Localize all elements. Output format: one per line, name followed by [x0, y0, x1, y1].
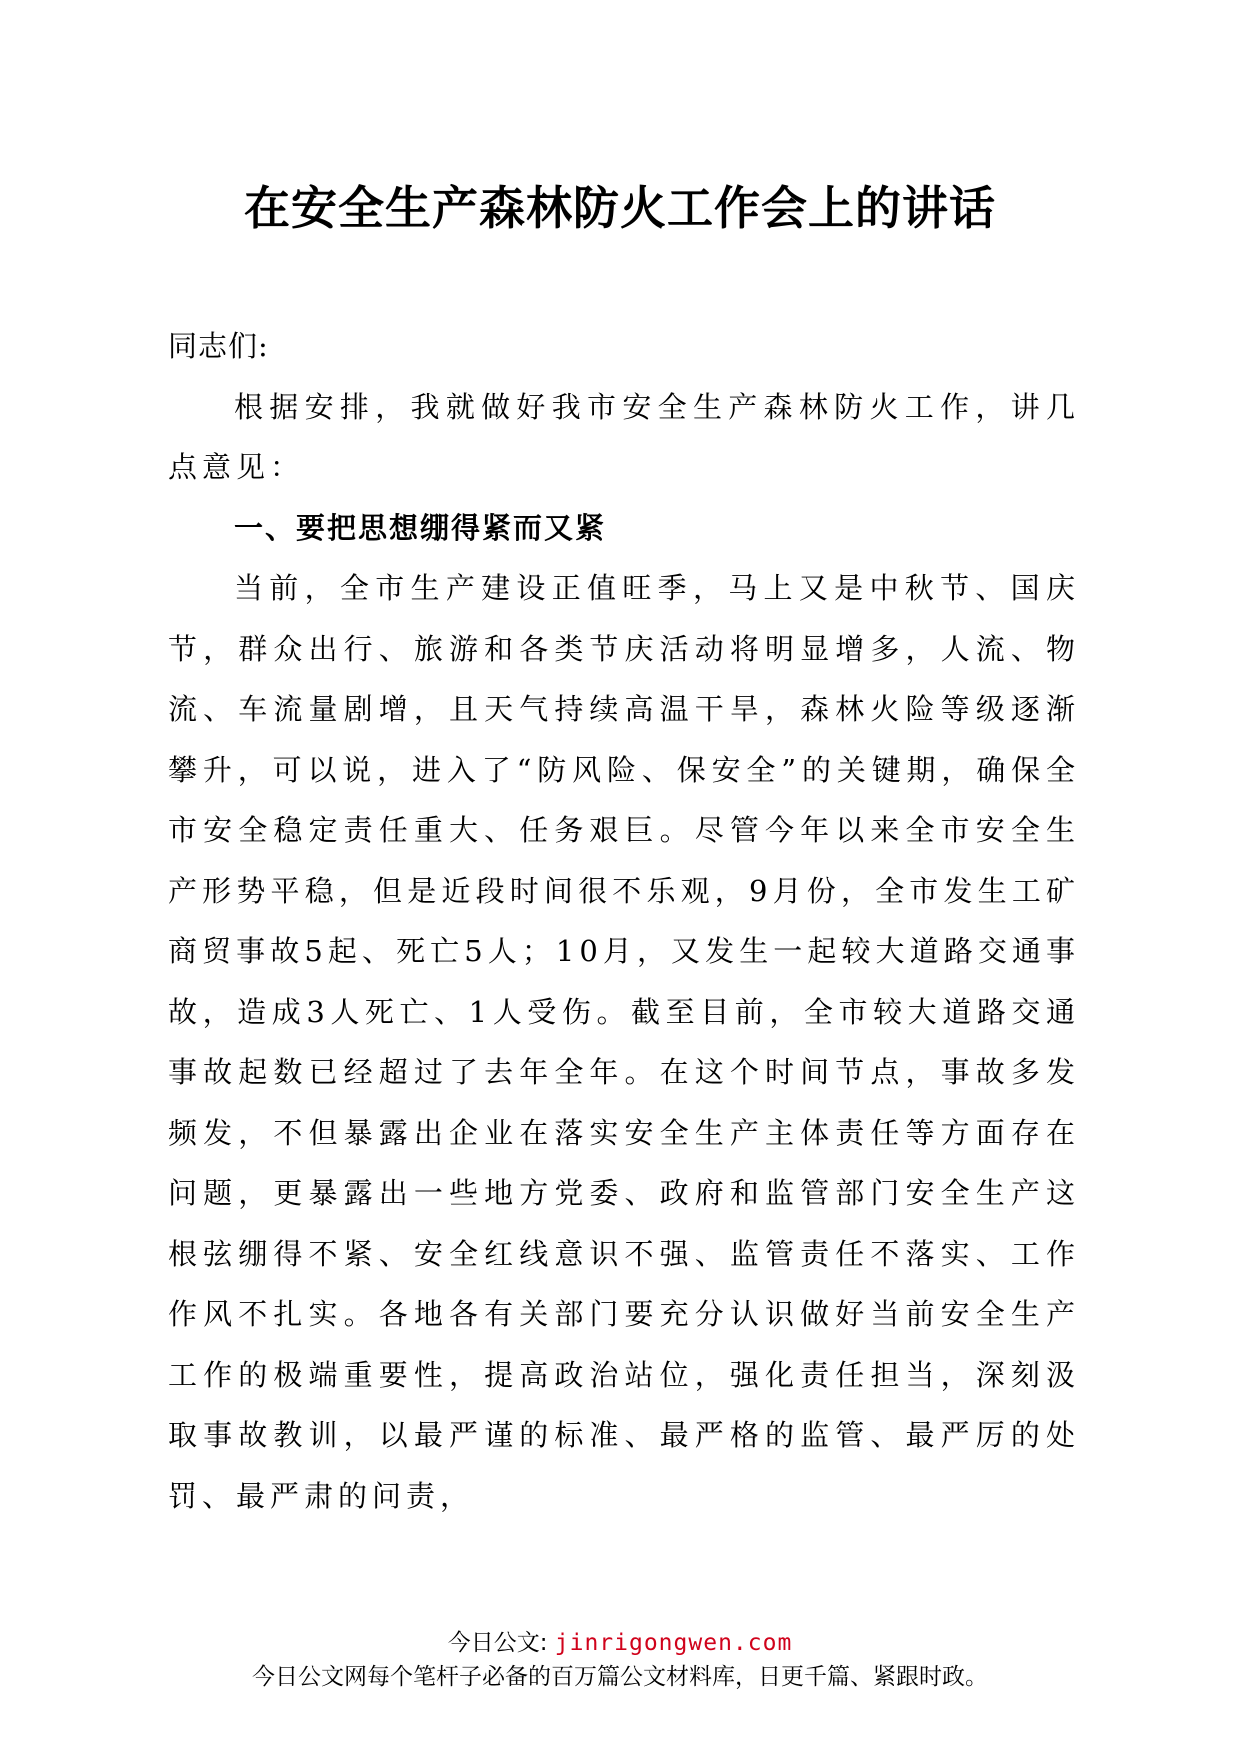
body-paragraph: 当前，全市生产建设正值旺季，马上又是中秋节、国庆节，群众出行、旅游和各类节庆活动将明显增多，人流、物流、车流量剧增，且天气持续高温干旱，森林火险等级逐渐攀升，可以说，进入了“防风险、保安全”的关键期，确保全市安全稳定责任重大、任务艰巨。尽管今年以来全市安全生产形势平稳，但是近段时间很不乐观，9月份，全市发生工矿商贸事故5起、死亡5人；10月，又发生一起较大道路交通事故，造成3人死亡、1人受伤。截至目前，全市较大道路交通事故起数已经超过了去年全年。在这个时间节点，事故多发频发，不但暴露出企业在落实安全生产主体责任等方面存在问题，更暴露出一些地方党委、政府和监管部门安全生产这根弦绷得不紧、安全红线意识不强、监管责任不落实、工作作风不扎实。各地各有关部门要充分认识做好当前安全生产工作的极端重要性，提高政治站位，强化责任担当，深刻汲取事故教训，以最严谨的标准、最严格的监管、最严厉的处罚、最严肃的问责，: [168, 571, 1080, 1513]
footer-site-url[interactable]: jinrigongwen.com: [554, 1630, 793, 1656]
document-title: 在安全生产森林防火工作会上的讲话: [244, 181, 996, 235]
salutation: 同志们:: [168, 329, 269, 363]
footer-site-line: [0, 1628, 1240, 1658]
document-body: [168, 316, 1080, 1526]
intro-paragraph: 根据安排，我就做好我市安全生产森林防火工作，讲几点意见：: [168, 389, 1080, 484]
section-heading: 一、要把思想绷得紧而又紧: [234, 510, 607, 545]
footer-site-label: 今日公文:: [447, 1630, 548, 1656]
footer-tagline: 今日公文网每个笔杆子必备的百万篇公文材料库，日更千篇、紧跟时政。: [252, 1664, 988, 1690]
